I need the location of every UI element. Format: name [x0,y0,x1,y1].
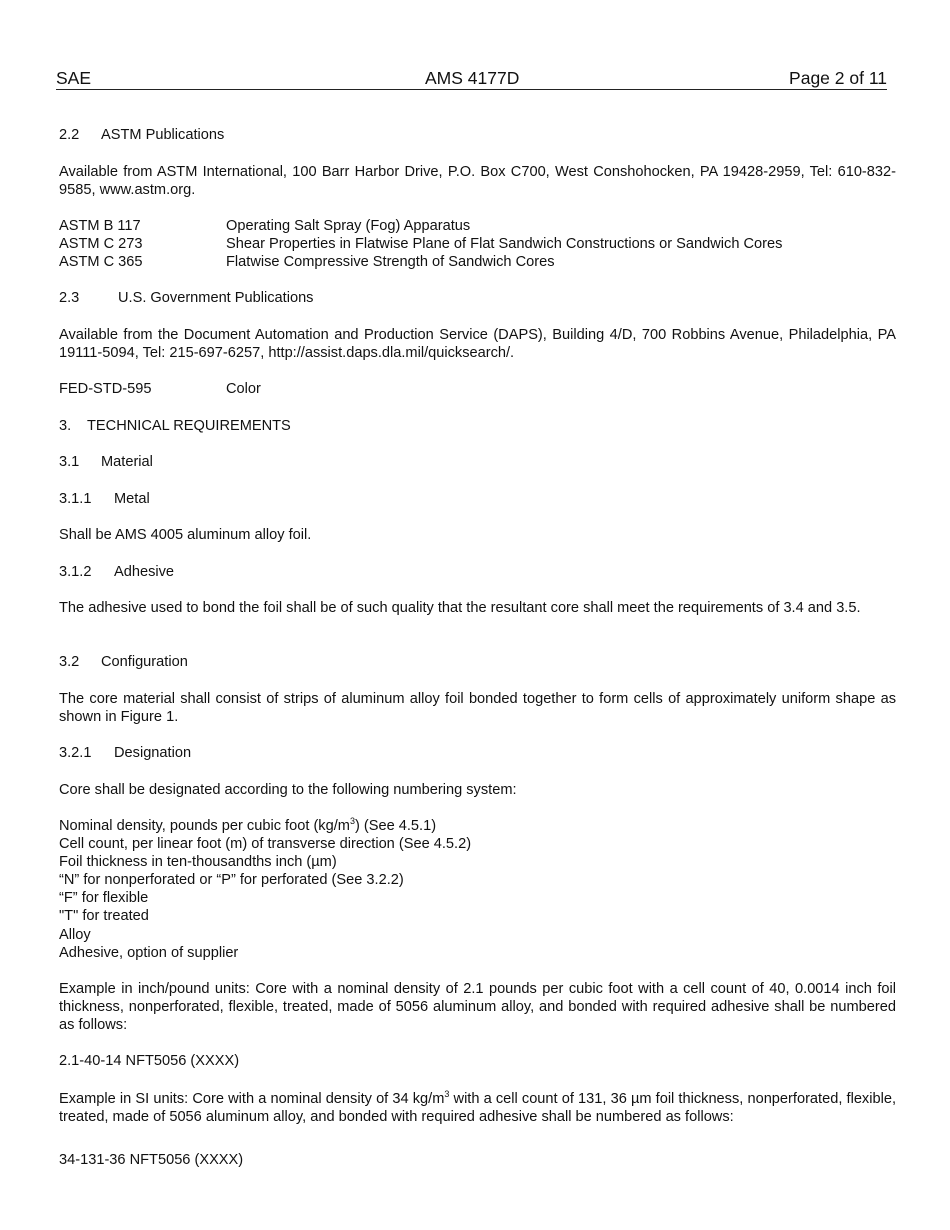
reference-title: Flatwise Compressive Strength of Sandwich Cores [226,254,555,270]
reference-row [59,380,261,398]
section-number: 2.2 [59,127,80,143]
section-number: 3.2 [59,654,80,670]
adhesive-paragraph: The adhesive used to bond the foil shall be of such quality that the resultant core shall meet the requirements of 3.4 and 3.5. [59,600,861,616]
section-heading-3-1-2 [59,563,896,581]
designation-list [59,817,471,962]
header-doc-id: AMS 4177D [425,68,520,88]
section-heading-2-3 [59,289,896,307]
list-item: Cell count, per linear foot (m) of transverse direction (See 4.5.2) [59,836,472,853]
section-title: Metal [114,491,150,507]
reference-code: FED-STD-595 [59,381,152,397]
list-item: Adhesive, option of supplier [59,944,239,961]
section-number: 3. [59,418,72,434]
reference-code: ASTM B 117 [59,218,141,234]
section-heading-3-1-1 [59,490,896,508]
list-item: Alloy [59,926,91,943]
configuration-paragraph: The core material shall consist of strips of aluminum alloy foil bonded together to form cells of approximately uniform shape as shown in Figure 1. [59,691,896,725]
list-item: Nominal density, pounds per cubic foot $(kg/m^3)$ (See 4.5.1) [59,816,437,834]
list-item: “F” for flexible [59,890,149,907]
list-item: “N” for nonperforated or “P” for perforated (See 3.2.2) [59,872,404,889]
section-heading-3 [59,417,896,435]
list-item: Foil thickness in ten-thousandths inch (µm) [59,854,337,871]
section-title: TECHNICAL REQUIREMENTS [87,418,291,434]
reference-code: ASTM C 365 [59,254,143,270]
header-org: SAE [56,68,92,88]
reference-title: Operating Salt Spray (Fog) Apparatus [226,218,471,234]
designation-intro: Core shall be designated according to the following numbering system: [59,782,517,798]
section-number: 3.1.1 [59,491,92,507]
section-heading-3-2-1 [59,744,896,762]
example-si-paragraph: Example in SI units: Core with a nominal density of 34 $kg/m^3$ with a cell count of 131, 36 µm foil thickness, nonperforated, flexible, treated, made of 5056 aluminum alloy, and bonded with required adhesive shall be numbered as follows: [59,1089,897,1125]
section-number: 2.3 [59,290,80,306]
reference-title: Shear Properties in Flatwise Plane of Flat Sandwich Constructions or Sandwich Cores [226,236,783,252]
section-title: ASTM Publications [101,127,225,143]
section-title: Adhesive [114,564,175,580]
section-title: Material [101,454,153,470]
header-page-number: Page 2 of 11 [789,68,887,88]
section-number: 3.1 [59,454,80,470]
reference-row [59,217,470,235]
page-header [56,68,887,90]
reference-code: ASTM C 273 [59,236,143,252]
section-title: Designation [114,745,192,761]
section-title: Configuration [101,654,188,670]
reference-title: Color [226,381,261,397]
section-heading-2-2 [59,126,896,144]
example-inch-code: 2.1-40-14 NFT5056 (XXXX) [59,1053,240,1069]
section-number: 3.1.2 [59,564,92,580]
section-number: 3.2.1 [59,745,92,761]
example-inch-paragraph: Example in inch/pound units: Core with a nominal density of 2.1 pounds per cubic foot with a cell count of 40, 0.0014 inch foil thickness, nonperforated, flexible, treated, made of 5056 aluminum alloy, and bonded with required adhesive shall be numbered as follows: [59,981,896,1033]
list-item: "T" for treated [59,908,149,925]
example-si-code: 34-131-36 NFT5056 (XXXX) [59,1152,244,1168]
section-heading-3-2 [59,653,896,671]
section-title: U.S. Government Publications [118,290,314,306]
reference-row [59,235,782,253]
astm-availability-paragraph: Available from ASTM International, 100 Barr Harbor Drive, P.O. Box C700, West Conshohocken, PA 19428-2959, Tel: 610-832-9585, www.astm.org. [59,164,896,198]
metal-paragraph: Shall be AMS 4005 aluminum alloy foil. [59,527,312,543]
section-heading-3-1 [59,453,896,471]
daps-availability-paragraph: Available from the Document Automation and Production Service (DAPS), Building 4/D, 700 Robbins Avenue, Philadelphia, PA 19111-5094, Tel: 215-697-6257, http://assist.daps.dla.mil/quicksearch/. [59,327,896,361]
reference-row [59,253,555,271]
